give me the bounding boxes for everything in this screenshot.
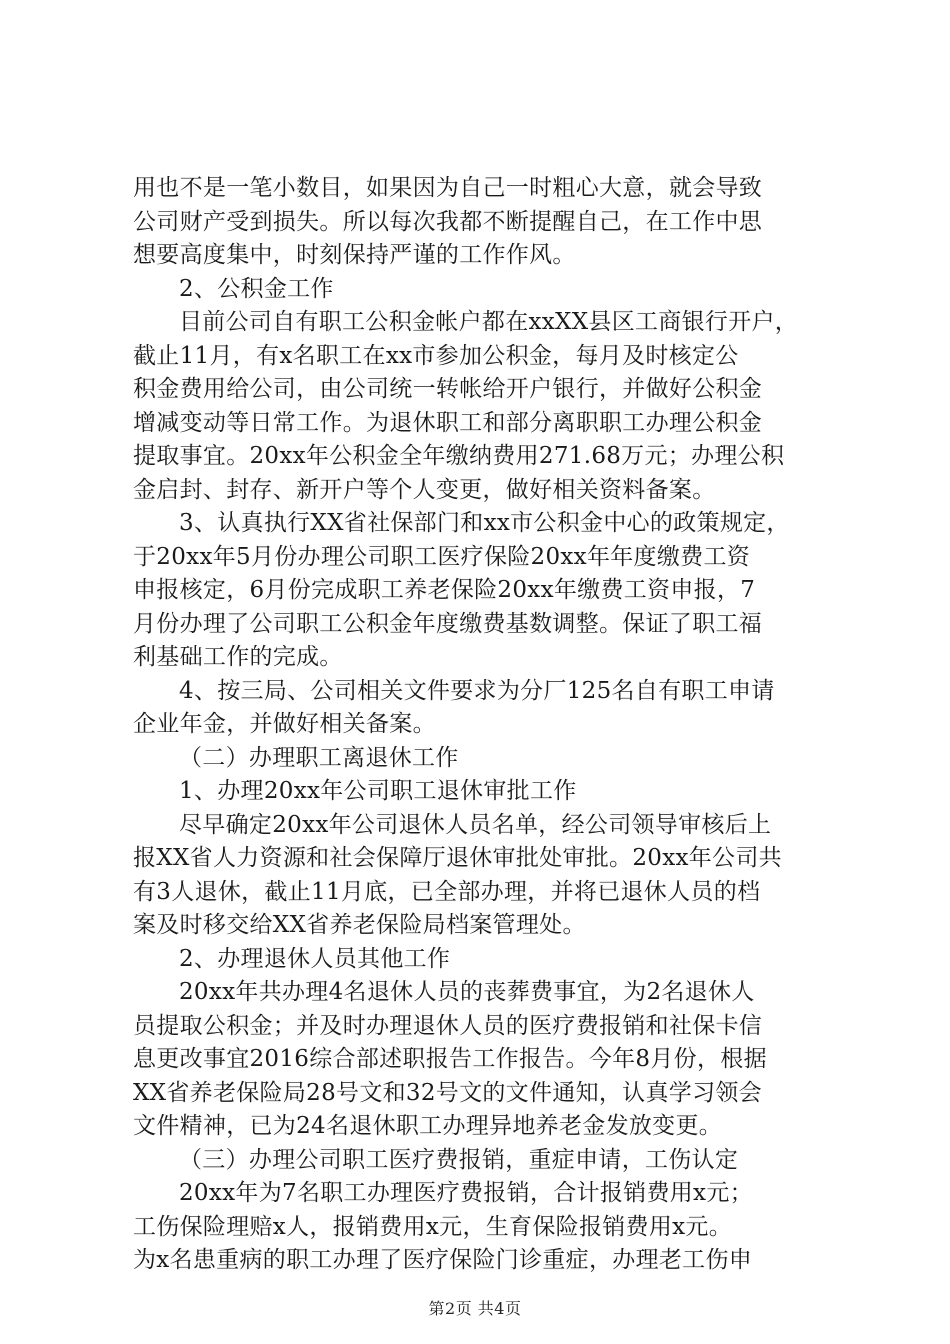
text-line: 提取事宜。20xx年公积金全年缴纳费用271.68万元；办理公积 [133, 443, 785, 469]
page-footer: 第2页 共4页 [428, 1299, 522, 1318]
text-line: 想要高度集中，时刻保持严谨的工作作风。 [133, 242, 576, 268]
text-line: 有3人退休，截止11月底，已全部办理，并将已退休人员的档 [133, 878, 761, 905]
text-line: 2、公积金工作 [179, 275, 334, 302]
text-line: 为x名患重病的职工办理了医疗保险门诊重症，办理老工伤申 [133, 1247, 753, 1273]
text-line: 工伤保险理赔x人，报销费用x元，生育保险报销费用x元。 [133, 1213, 733, 1240]
text-line: 20xx年共办理4名退休人员的丧葬费事宜，为2名退休人 [179, 979, 755, 1005]
text-line: 用也不是一笔小数目，如果因为自己一时粗心大意，就会导致 [133, 175, 763, 201]
text-line: 利基础工作的完成。 [133, 644, 343, 670]
text-line: 积金费用给公司，由公司统一转帐给开户银行，并做好公积金 [133, 376, 763, 402]
text-line: 目前公司自有职工公积金帐户都在xxXX县区工商银行开户， [179, 309, 799, 335]
text-line: 增减变动等日常工作。为退休职工和部分离职职工办理公积金 [133, 409, 763, 436]
text-line: 20xx年为7名职工办理医疗费报销，合计报销费用x元； [179, 1180, 753, 1206]
text-line: XX省养老保险局28号文和32号文的文件通知，认真学习领会 [133, 1079, 762, 1106]
text-line: 申报核定，6月份完成职工养老保险20xx年缴费工资申报，7 [133, 577, 756, 603]
document-body [133, 172, 833, 1278]
text-line: 案及时移交给XX省养老保险局档案管理处。 [133, 912, 586, 938]
text-line: （二）办理职工离退休工作 [179, 744, 459, 771]
text-line: 尽早确定20xx年公司退休人员名单，经公司领导审核后上 [179, 811, 772, 838]
text-line: 于20xx年5月份办理公司职工医疗保险20xx年年度缴费工资 [133, 543, 751, 570]
text-line: 1、办理20xx年公司职工退休审批工作 [179, 778, 577, 804]
text-line: 文件精神，已为24名退休职工办理异地养老金发放变更。 [133, 1113, 723, 1139]
text-line: 员提取公积金；并及时办理退休人员的医疗费报销和社保卡信 [133, 1012, 763, 1039]
text-line: 金启封、封存、新开户等个人变更，做好相关资料备案。 [133, 476, 716, 503]
text-line: 公司财产受到损失。所以每次我都不断提醒自己，在工作中思 [133, 208, 763, 235]
text-line: 企业年金，并做好相关备案。 [133, 711, 436, 737]
text-line: （三）办理公司职工医疗费报销，重症申请，工伤认定 [179, 1146, 739, 1173]
text-line: 截止11月，有x名职工在xx市参加公积金，每月及时核定公 [133, 342, 739, 369]
text-line: 4、按三局、公司相关文件要求为分厂125名自有职工申请 [179, 677, 775, 704]
text-line: 报XX省人力资源和社会保障厅退休审批处审批。20xx年公司共 [133, 845, 782, 871]
text-line: 月份办理了公司职工公积金年度缴费基数调整。保证了职工福 [133, 610, 763, 637]
text-line: 3、认真执行XX省社保部门和xx市公积金中心的政策规定， [179, 510, 790, 536]
text-line: 息更改事宜2016综合部述职报告工作报告。今年8月份，根据 [133, 1046, 767, 1072]
text-line: 2、办理退休人员其他工作 [179, 945, 451, 972]
